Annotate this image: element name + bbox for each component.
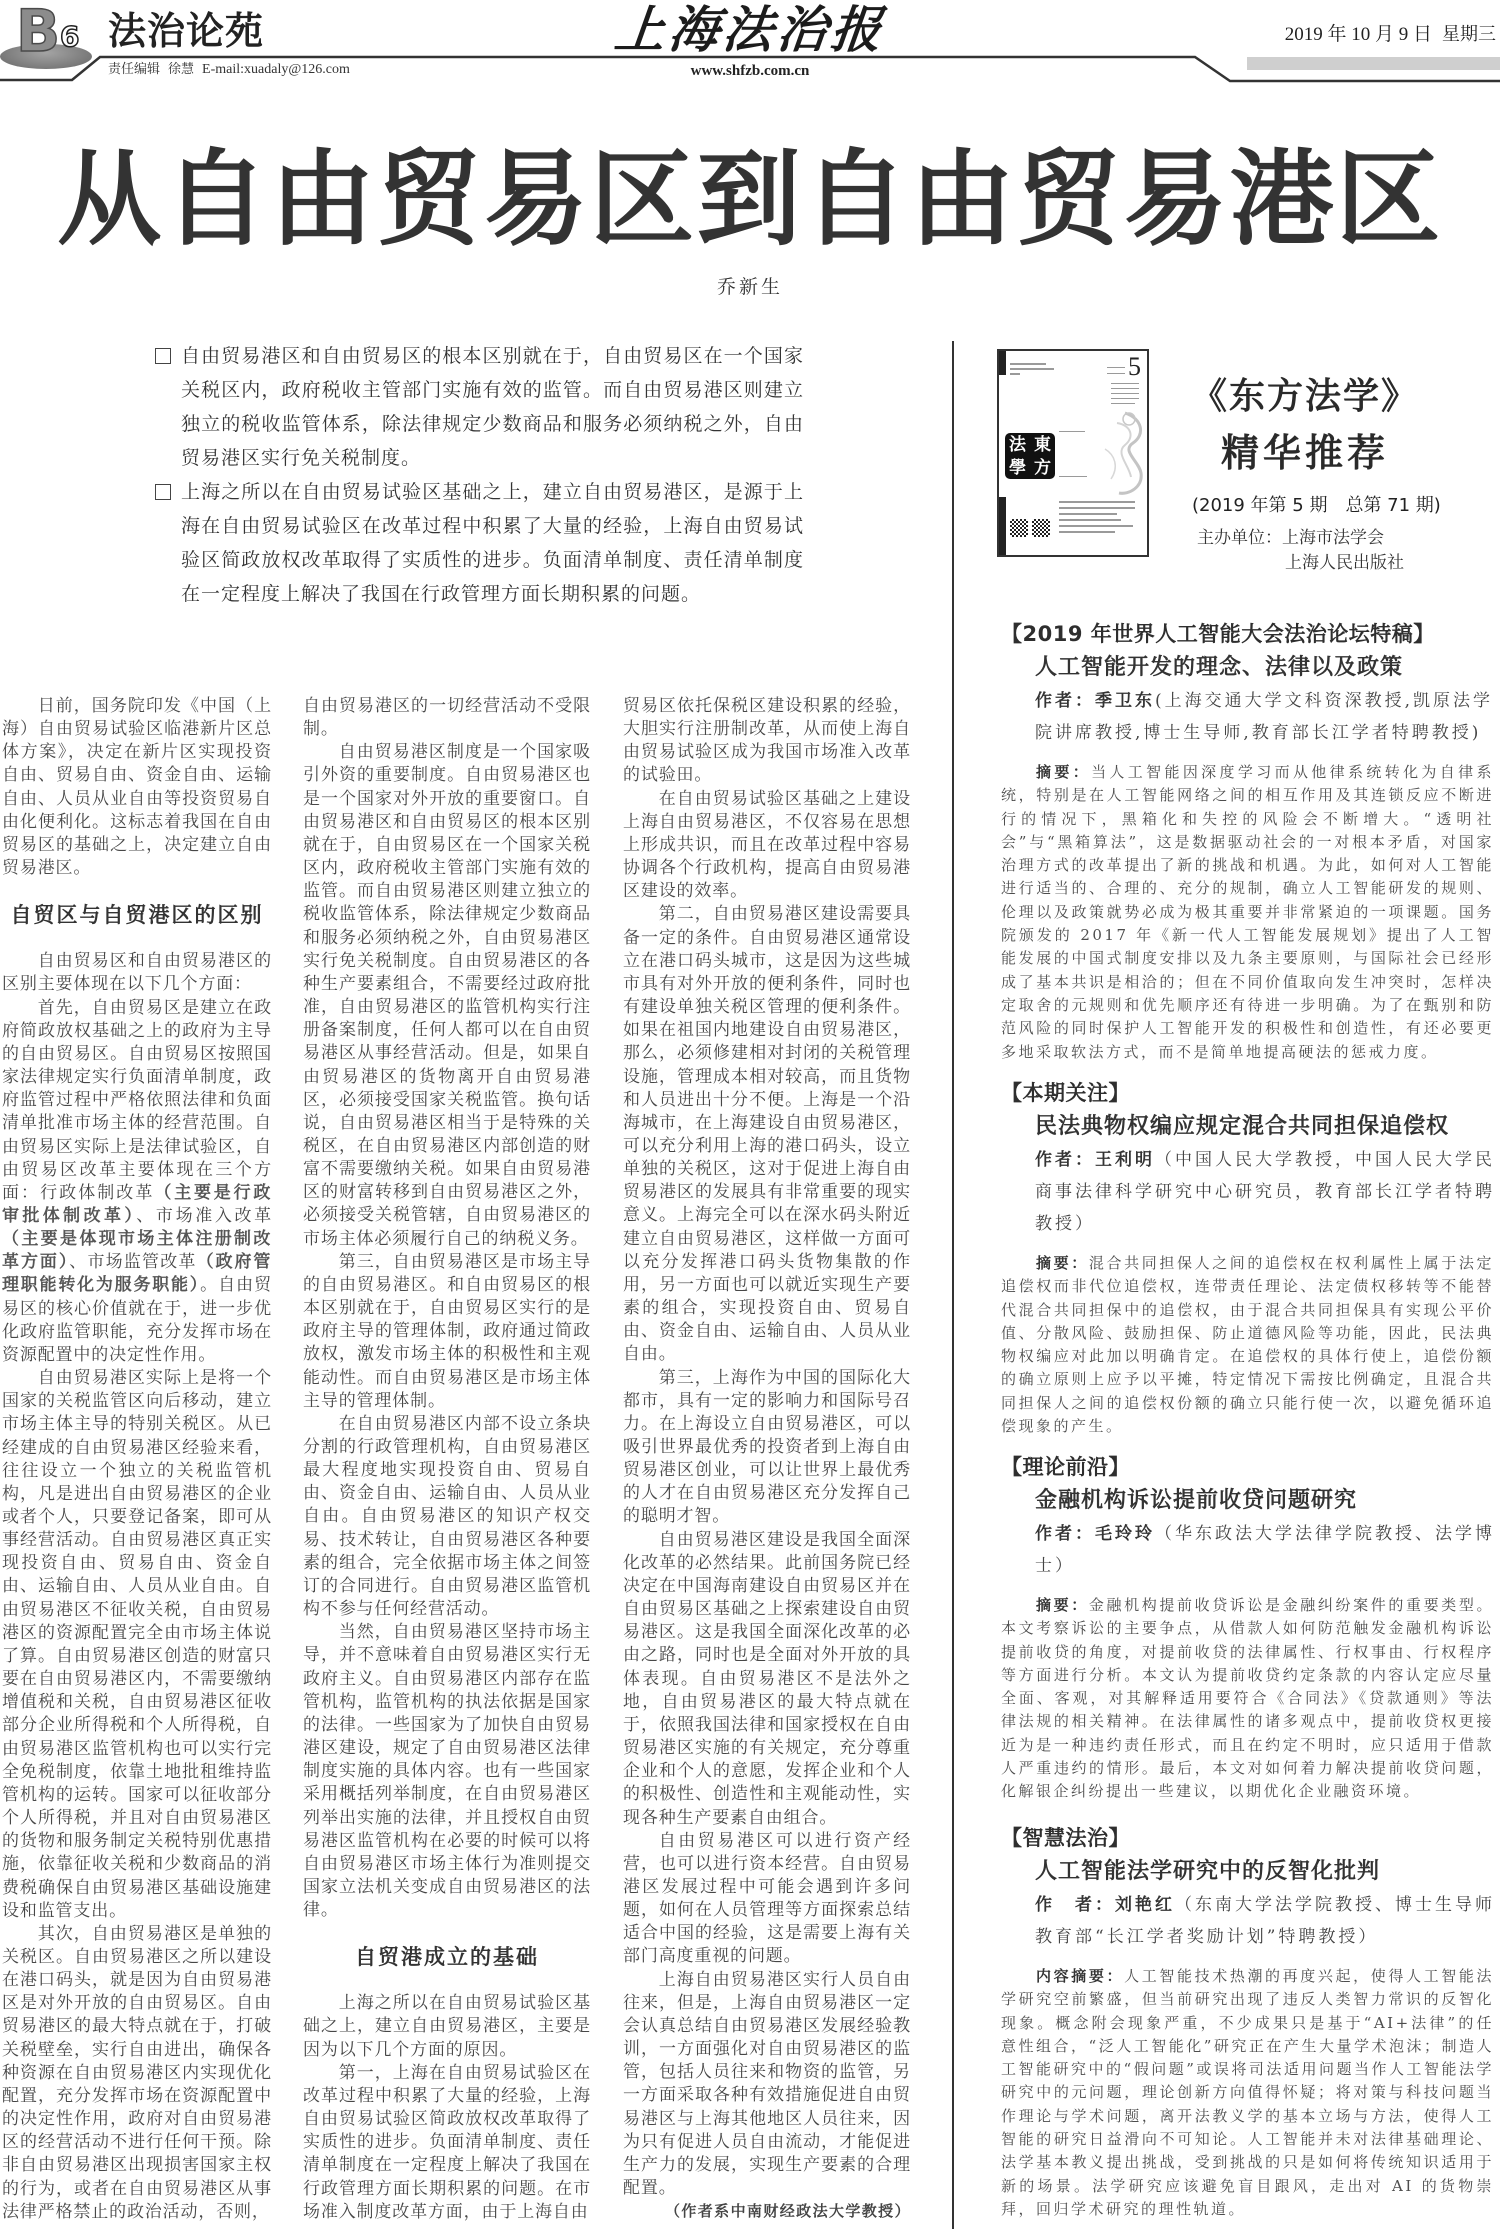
column-tag: 【理论前沿】 (1001, 1455, 1130, 1479)
recommended-article-title: 人工智能法学研究中的反智化批判 (1035, 1859, 1381, 1884)
sponsor-label: 主办单位： (1197, 528, 1282, 548)
column-tag: 【智慧法治】 (1001, 1826, 1130, 1850)
subheading: 自贸区与自贸港区的区别 (10, 903, 264, 928)
section-title: 法治论苑 (108, 9, 265, 53)
body-paragraph: 上海自由贸易港区实行人员自由往来，但是，上海自由贸易港区一定会认真总结自由贸易港区发展经验教训，一方面强化对自由贸易港区的监管，包括人员往来和物资的监管，另一方面采取各种有效措施促进自由贸易港区与上海其他地区人员往来，因为只有促进人员自由流动，才能促进生产力的发展，实现生产要素的合理配置。 (623, 1969, 911, 2198)
body-paragraph-continued: 自由贸易港区的一切经营活动不受限制。 (303, 696, 591, 740)
abstract-text: 金融机构提前收贷诉讼是金融纠纷案件的重要类型。本文考察诉讼的主要争点，从借款人如何防范触发金融机构诉讼提前收贷的角度，对提前收贷的法律属性、行权事由、行权程序等方面进行分析。本文认为提前收贷约定条款的内容认定应尽量全面、客观，对其解释适用要符合《合同法》《贷款通则》等法律法规的相关精神。在法律属性的诸多观点中，提前收贷权更接近为是一种违约责任形式，而且在约定不明时，应只适用于借款人严重违约的情形。最后，本文对如何着力解决提前收贷问题，化解银企纠纷提出一些建议，以期优化企业融资环境。 (1001, 1596, 1494, 1801)
column-divider (952, 341, 954, 2229)
recommended-article-title: 金融机构诉讼提前收贷问题研究 (1035, 1488, 1358, 1513)
cover-text-line (1059, 501, 1135, 503)
abstract-text: 混合共同担保人之间的追偿权在权利属性上属于法定追偿权而非代位追偿权，连带责任理论、法定债权移转等不能替代混合共同担保中的追偿权，由于混合共同担保具有实现公平价值、分散风险、鼓励担保、防止道德风险等功能，因此，民法典物权编应对此加以明确肯定。在追偿权的具体行使上，追偿份额的确立原则上应予以平摊，特定情况下需按比例确定，且混合共同担保人之间的追偿权份额的确立只能行使一次，以避免循环追偿现象的产生。 (1001, 1254, 1494, 1436)
abstract-label: 内容摘要： (1036, 1967, 1125, 1985)
author-label: 作者： (1035, 691, 1095, 711)
body-paragraph: 当然，自由贸易港区坚持市场主导，并不意味着自由贸易港区实行无政府主义。自由贸易港区内部存在监管机构，监管机构的执法依据是国家的法律。一些国家为了加快自由贸易港区建设，规定了自由贸易港区法律制度实施的具体内容。也有一些国家采用概括列举制度，在自由贸易港区列举出实施的法律，并且授权自由贸易港区监管机构在必要的时候可以将自由贸易港区市场主体行为准则提交国家立法机关变成自由贸易港区的法律。 (303, 1622, 591, 1921)
paragraph-text: 、市场准入改革 (136, 1205, 273, 1226)
cover-text-line (1059, 513, 1117, 515)
page-badge-number: 6 (60, 20, 80, 53)
cover-text-line (1111, 393, 1139, 394)
cover-text-line (1107, 367, 1125, 368)
cover-text-line (1059, 525, 1133, 527)
cover-text-line (1059, 531, 1115, 533)
body-paragraph: 其次，自由贸易港区是单独的关税区。自由贸易港区之所以建设在港口码头，就是因为自由贸易港区是对外开放的自由贸易区。自由贸易港区的最大特点就在于，打破关税壁垒，实行自由进出，确保各种资源在自由贸易港区内实现优化配置，充分发挥市场在资源配置中的决定性作用，政府对自由贸易港区的经营活动不进行任何干预。除非自由贸易港区出现损害国家主权的行为，或者在自由贸易港区从事法律严格禁止的政治活动，否则， (2, 1923, 272, 2222)
cover-text-line (1107, 373, 1125, 374)
article-column-3 (623, 695, 911, 2223)
editor-email: E-mail:xuadaly@126.com (202, 62, 350, 77)
cover-text-line (1010, 363, 1046, 365)
body-paragraph: 自由贸易港区可以进行资产经营，也可以进行资本经营。自由贸易港区发展过程中可能会遇到许多问题，如何在人员管理等方面探索总结适合中国的经验，这是需要上海有关部门高度重视的问题。 (623, 1830, 911, 1967)
subheading: 自贸港成立的基础 (355, 1945, 539, 1970)
masthead-logo: 上海法治报 (611, 0, 889, 59)
article-column-1 (2, 695, 272, 2224)
article-author-line (1035, 685, 1500, 749)
square-bullet-icon (155, 484, 171, 500)
article-abstract (1001, 761, 1494, 1064)
weekday-text: 星期三 (1442, 24, 1496, 45)
qr-code (1010, 519, 1028, 537)
website-url: www.shfzb.com.cn (690, 63, 810, 79)
body-paragraph (2, 997, 272, 1368)
author-name: 刘艳红 (1115, 1895, 1175, 1915)
article-headline: 从自由贸易区到自由贸易港区 (57, 138, 1443, 260)
issue-date (1285, 22, 1496, 48)
article-column-2 (303, 695, 591, 2224)
recommended-article-title: 民法典物权编应规定混合共同担保追偿权 (1035, 1114, 1450, 1139)
sponsor-name: 上海人民出版社 (1285, 553, 1404, 573)
editor-name: 徐慧 (168, 62, 195, 77)
abstract-label: 摘要： (1036, 763, 1092, 781)
editor-label: 责任编辑 (108, 62, 161, 77)
abstract-label: 摘要： (1036, 1254, 1089, 1272)
body-paragraph: 自由贸易港区建设是我国全面深化改革的必然结果。此前国务院已经决定在中国海南建设自由贸易区并在自由贸易区基础之上探索建设自由贸易港区。这是我国全面深化改革的必由之路，同时也是全面对外开放的具体表现。自由贸易港区不是法外之地，自由贸易港区的最大特点就在于，依照我国法律和国家授权在自由贸易港区实施的有关规定，充分尊重企业和个人的意愿，发挥企业和个人的积极性、创造性和主观能动性，实现各种生产要素自由组合。 (623, 1529, 911, 1828)
page-badge-letter: B (16, 0, 61, 65)
logo-char: 方 (1034, 457, 1051, 478)
author-name: 毛玲玲 (1095, 1524, 1155, 1544)
cover-text-line (1010, 373, 1020, 375)
cover-text-line (1059, 476, 1087, 477)
logo-char: 法 (1009, 434, 1026, 455)
recommended-article (1001, 1450, 1497, 1804)
cover-text-line (1010, 368, 1054, 370)
sponsor-line (1197, 526, 1384, 551)
author-label: 作 者： (1035, 1895, 1115, 1915)
recommended-article (1001, 617, 1497, 1064)
journal-logo (1005, 433, 1055, 479)
sponsor-name: 上海市法学会 (1282, 528, 1384, 548)
article-abstract (1001, 1965, 1494, 2221)
cover-text-line (1059, 431, 1085, 432)
cover-text-line (1059, 519, 1121, 521)
paragraph-text: 首先，自由贸易区是建立在政府简政放权基础之上的政府为主导的自由贸易区。自由贸易区按照国家法律规定实行负面清单制度，政府监管过程中严格依照法律和负面清单批准市场主体的经营范围。自由贸易区实际上是法律试验区，自由贸易区改革主要体现在三个方面：行政体制改革 (2, 997, 272, 1203)
article-author-line (1035, 1889, 1500, 1953)
body-paragraph-continued: 贸易区依托保税区建设积累的经验，大胆实行注册制改革，从而使上海自由贸易试验区成为我国市场准入改革的试验田。 (623, 696, 911, 786)
article-abstract (1001, 1594, 1494, 1804)
journal-cover-image (997, 349, 1149, 557)
cover-text-line (1111, 403, 1135, 404)
abstract-text: 当人工智能因深度学习而从他律系统转化为自律系统，特别是在人工智能网络之间的相互作用及其连锁反应不断进行的情况下，黑箱化和失控的风险会不断增大。“透明社会”与“黑箱算法”，这是数据驱动社会的一对根本矛盾，对国家治理方式的改革提出了新的挑战和机遇。为此，如何对人工智能进行适当的、合理的、充分的规制，确立人工智能研发的规则、伦理以及政策就势必成为极其重要并非常紧迫的一项课题。国务院颁发的 2017 年《新一代人工智能发展规划》提出了人工智能发展的中国式制度安排以及九条主要原则，与国际社会已经形成了基本共识是相洽的；但在不同价值取向发生冲突时，怎样决定取舍的元规则和优先顺序还有待进一步明确。为了在甄别和防范风险的同时保护人工智能开发的积极性和创造性，有还必要更多地采取软法方式，而不是简单地提高硬法的惩戒力度。 (1001, 763, 1494, 1061)
author-affiliation: （华东政法大学法律学院教授、法学博士） (1035, 1524, 1495, 1576)
body-paragraph: 在自由贸易试验区基础之上建设上海自由贸易港区，不仅容易在思想上形成共识，而且在改革过程中容易协调各个行政机构，提高自由贸易港区建设的效率。 (623, 788, 911, 902)
parenthetical-note: （政府管理职能转化为服务职能） (2, 1252, 273, 1296)
summary-point: 自由贸易港区和自由贸易区的根本区别就在于，自由贸易区在一个国家关税区内，政府税收主管部门实施有效的监管。而自由贸易港区则建立独立的税收监管体系，除法律规定少数商品和服务必须纳税之外，自由贸易港区实行免关税制度。 (181, 345, 804, 469)
body-paragraph: 在自由贸易港区内部不设立条块分割的行政管理机构，自由贸易港区最大程度地实现投资自由、贸易自由、资金自由、运输自由、人员从业自由。自由贸易港区的知识产权交易、技术转让，自由贸易港区各种要素的组合，完全依据市场主体之间签订的合同进行。自由贸易港区监管机构不参与任何经营活动。 (303, 1413, 591, 1620)
qr-code (1032, 519, 1050, 537)
column-tag: 【本期关注】 (1001, 1081, 1130, 1105)
body-paragraph: 第二，自由贸易港区建设需要具备一定的条件。自由贸易港区通常设立在港口码头城市，这是因为这些城市具有对外开放的便利条件，同时也有建设单独关税区管理的便利条件。如果在祖国内地建设自由贸易港区，那么，必须修建相对封闭的关税管理设施，管理成本相对较高，而且货物和人员进出十分不便。上海是一个沿海城市，在上海建设自由贸易港区，可以充分利用上海的港口码头，设立单独的关税区，这对于促进上海自由贸易港区的发展具有非常重要的现实意义。上海完全可以在深水码头附近建立自由贸易港区，这样做一方面可以充分发挥港口码头货物集散的作用，另一方面也可以就近实现生产要素的组合，实现投资自由、贸易自由、资金自由、运输自由、人员从业自由。 (623, 904, 911, 1365)
author-affiliation: （东南大学法学院教授、博士生导师教育部“长江学者奖励计划”特聘教授） (1035, 1895, 1495, 1947)
square-bullet-icon (155, 348, 171, 364)
article-abstract (1001, 1252, 1494, 1438)
recommended-article (1001, 1076, 1497, 1438)
author-name: 季卫东 (1095, 691, 1155, 711)
body-paragraph: 第三，上海作为中国的国际化大都市，具有一定的影响力和国际号召力。在上海设立自由贸易港区，可以吸引世界最优秀的投资者到上海自由贸易港区创业，可以让世界上最优秀的人才在自由贸易港区充分发挥自己的聪明才智。 (623, 1367, 911, 1527)
logo-char: 學 (1009, 457, 1026, 478)
body-paragraph: 上海之所以在自由贸易试验区基础之上，建立自由贸易港区，主要是因为以下几个方面的原因。 (303, 1993, 591, 2060)
parenthetical-note: （主要是行政审批体制改革） (2, 1182, 272, 1226)
date-text: 2019 年 10 月 9 日 (1284, 24, 1432, 45)
author-affiliation: （中国人民大学教授，中国人民大学民商事法律科学研究中心研究员，教育部长江学者特聘教授） (1035, 1150, 1495, 1234)
author-label: 作者： (1035, 1150, 1095, 1170)
cover-strip (999, 351, 1006, 375)
body-paragraph: 自由贸易港区制度是一个国家吸引外资的重要制度。自由贸易港区也是一个国家对外开放的重要窗口。自由贸易港区和自由贸易区的根本区别就在于，自由贸易区在一个国家关税区内，政府税收主管部门实施有效的监管。而自由贸易港区则建立独立的税收监管体系，除法律规定少数商品和服务必须纳税之外，自由贸易港区实行免关税制度。自由贸易港区的各种生产要素组合，不需要经过政府批准，自由贸易港区的监管机构实行注册备案制度，任何人都可以在自由贸易港区从事经营活动。但是，如果自由贸易港区的货物离开自由贸易港区，必须接受国家关税监管。换句话说，自由贸易港区相当于是特殊的关税区，在自由贸易港区内部创造的财富不需要缴纳关税。如果自由贸易港区的财富转移到自由贸易港区之外，必须接受关税管辖，自由贸易港区的市场主体必须履行自己的纳税义务。 (303, 742, 591, 1249)
abstract-text: 人工智能技术热潮的再度兴起，使得人工智能法学研究空前繁盛，但当前研究出现了违反人类智力常识的反智化现象。概念附会现象严重，不少成果只是基于“AI+法律”的任意性组合，“泛人工智能化”研究正在产生大量学术泡沫；制造人工智能研究中的“假问题”或误将司法适用问题当作人工智能法学研究中的元问题，理论创新方向值得怀疑；将对策与科技问题当作理论与学术问题，离开法教义学的基本立场与方法，使得人工智能的研究日益滑向不可知论。人工智能并未对法律基础理论、法学基本教义提出挑战，受到挑战的只是如何将传统知识适用于新的场景。法学研究应该避免盲目跟风，走出对 AI 的货物崇拜，回归学术研究的理性轨道。 (1001, 1967, 1494, 2218)
body-paragraph: 第一，上海在自由贸易试验区在改革过程中积累了大量的经验，上海自由贸易试验区简政放权改革取得了实质性的进步。负面清单制度、责任清单制度在一定程度上解决了我国在行政管理方面长期积累的问题。在市场准入制度改革方面，由于上海自由 (303, 2062, 591, 2222)
article-author-line (1035, 1518, 1500, 1582)
body-paragraph: 第三，自由贸易港区是市场主导的自由贸易港区。和自由贸易区的根本区别就在于，自由贸易区实行的是政府主导的管理体制，政府通过简政放权，激发市场主体的积极性和主观能动性。而自由贸易港区是市场主体主导的管理体制。 (303, 1251, 591, 1411)
author-name: 王利明 (1095, 1150, 1155, 1170)
author-affiliation-note: （作者系中南财经政法大学教授） (664, 2202, 911, 2221)
body-paragraph: 自由贸易港区实际上是将一个国家的关税监管区向后移动，建立市场主体主导的特别关税区。从已经建成的自由贸易港区经验来看，往往设立一个独立的关税监管机构，凡是进出自由贸易港区的企业或者个人，只要登记备案，即可从事经营活动。自由贸易港区真正实现投资自由、贸易自由、资金自由、运输自由、人员从业自由。自由贸易港区不征收关税，自由贸易港区的资源配置完全由市场主体说了算。自由贸易港区创造的财富只要在自由贸易港区内，不需要缴纳增值税和关税，自由贸易港区征收部分企业所得税和个人所得税，自由贸易港区监管机构也可以实行完全免税制度，依靠土地批租维持监管机构的运转。国家可以征收部分个人所得税，并且对自由贸易港区的货物和服务制定关税特别优惠措施，依靠征收关税和少数商品的消费税确保自由贸易港区基础设施建设和监管支出。 (2, 1368, 272, 1921)
cover-text-line (1059, 507, 1135, 509)
issue-info: (2019 年第 5 期 总第 71 期) (1192, 495, 1441, 516)
recommended-article (1001, 1821, 1497, 2221)
dragon-illustration (1095, 409, 1147, 499)
summary-point: 上海之所以在自由贸易试验区基础之上，建立自由贸易港区，是源于上海在自由贸易试验区在改革过程中积累了大量的经验，上海自由贸易试验区简政放权改革取得了实质性的进步。负面清单制度、责任清单制度在一定程度上解决了我国在行政管理方面长期积累的问题。 (181, 481, 804, 605)
article-author-line (1035, 1144, 1500, 1240)
abstract-label: 摘要： (1036, 1596, 1089, 1614)
author-label: 作者： (1035, 1524, 1095, 1544)
parenthetical-note: （主要是体现市场主体注册制改革方面） (2, 1229, 272, 1273)
cover-text-line (1111, 383, 1139, 384)
column-tag: 【2019 年世界人工智能大会法治论坛特稿】 (1001, 622, 1435, 646)
body-paragraph: 自由贸易区和自由贸易港区的区别主要体现在以下几个方面： (2, 951, 272, 995)
journal-title: 《东方法学》 (1190, 376, 1419, 417)
recommend-title: 精华推荐 (1220, 431, 1389, 475)
author-affiliation: (上海交通大学文科资深教授,凯原法学院讲席教授,博士生导师,教育部长江学者特聘教授) (1035, 691, 1494, 743)
article-author: 乔新生 (716, 276, 783, 298)
recommended-article-title: 人工智能开发的理念、法律以及政策 (1035, 655, 1404, 680)
cover-strip (999, 497, 1006, 557)
logo-char: 東 (1034, 434, 1051, 455)
cover-text-line (1111, 388, 1139, 389)
cover-text-line (1111, 398, 1139, 399)
body-paragraph: 日前，国务院印发《中国（上海）自由贸易试验区临港新片区总体方案》，决定在新片区实现投资自由、贸易自由、资金自由、运输自由、人员从业自由等投资贸易自由化便利化。这标志着我国在自由贸易区的基础之上，决定建立自由贸易港区。 (2, 696, 272, 879)
header-gray-bar (1247, 57, 1500, 70)
paragraph-text: 。自由贸易区的核心价值就在于，进一步优化政府监管职能，充分发挥市场在资源配置中的决定性作用。 (2, 1275, 272, 1365)
paragraph-text: 、市场监管改革 (69, 1252, 197, 1273)
cover-issue-number: 5 (1128, 352, 1141, 381)
